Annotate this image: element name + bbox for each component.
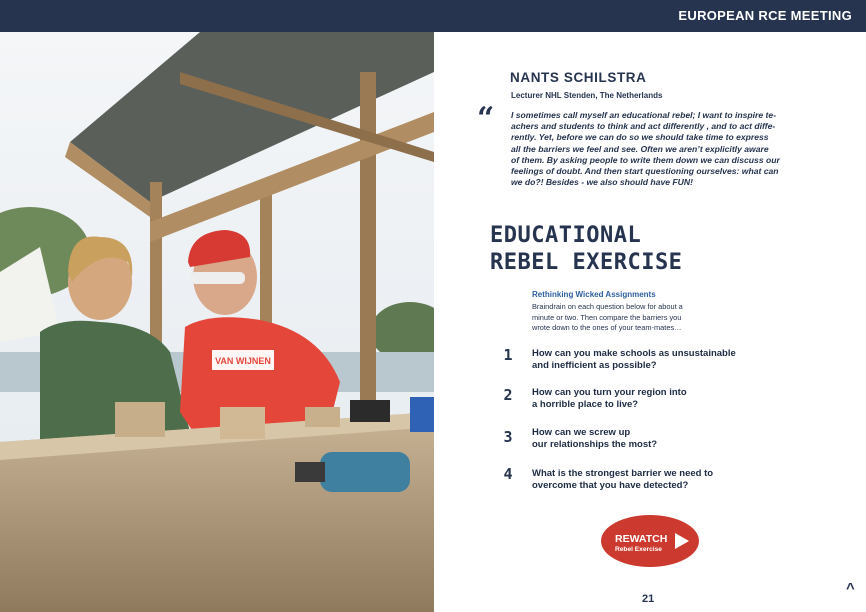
question-line: How can we screw up	[532, 427, 631, 438]
quote-line: achers and students to think and act differently , and to act diffe-	[511, 121, 776, 132]
workshop-photo	[0, 32, 434, 612]
exercise-title	[490, 222, 790, 276]
page-number: 21	[642, 593, 655, 605]
quote-line: of them. By asking people to write them down we can discuss our	[511, 154, 780, 165]
exercise-title-line: REBEL EXERCISE	[490, 250, 683, 275]
question-text	[532, 427, 772, 452]
question-number: 3	[503, 428, 513, 446]
apron-logo-text: VAN WIJNEN	[215, 356, 271, 366]
play-icon	[675, 533, 689, 549]
intro-line: wrote down to the ones of your team-mates…	[532, 323, 682, 332]
question-line: What is the strongest barrier we need to	[532, 468, 714, 479]
quote-line: rently. Yet, before we can do so we should take time to express	[511, 132, 769, 143]
question-line: our relationships the most?	[532, 439, 658, 451]
quote-line: all the barriers we feel and see. Often we aren’t explicitly aware	[511, 143, 769, 154]
publication-title: EUROPEAN RCE MEETING	[678, 8, 852, 23]
question-text	[532, 387, 772, 412]
question-number: 1	[503, 346, 513, 364]
quote-line: I sometimes call myself an educational rebel; I want to inspire te-	[511, 110, 777, 120]
question-line: How can you make schools as unsustainable	[532, 348, 736, 359]
speaker-quote	[511, 110, 811, 188]
quote-line: feelings of doubt. And then start questioning ourselves: what can	[511, 166, 779, 177]
scroll-up-icon[interactable]: ^	[846, 580, 855, 597]
top-header-bar	[0, 0, 866, 32]
question-line: and inefficient as possible?	[532, 360, 657, 372]
question-text	[532, 348, 772, 373]
question-line: a horrible place to live?	[532, 399, 639, 411]
exercise-title-line: EDUCATIONAL	[490, 223, 642, 248]
quote-line: we do?! Besides - we also should have FUN!	[511, 177, 693, 188]
exercise-intro	[532, 302, 707, 334]
rewatch-sublabel: Rebel Exercise	[615, 546, 662, 553]
intro-line: Braindrain on each question below for about a	[532, 302, 683, 311]
question-text	[532, 468, 772, 493]
exercise-subtitle: Rethinking Wicked Assignments	[532, 290, 656, 299]
intro-line: minute or two. Then compare the barriers you	[532, 312, 682, 322]
rewatch-label: REWATCH	[615, 533, 668, 545]
speaker-role: Lecturer NHL Stenden, The Netherlands	[511, 91, 663, 100]
speaker-name: NANTS SCHILSTRA	[510, 70, 647, 85]
workshop-photo-illustration	[0, 32, 434, 612]
question-line: How can you turn your region into	[532, 387, 687, 398]
question-line: overcome that you have detected?	[532, 480, 689, 492]
question-number: 2	[503, 386, 513, 404]
question-number: 4	[503, 465, 513, 483]
quote-icon: “	[477, 101, 495, 136]
rewatch-button[interactable]	[601, 515, 699, 567]
